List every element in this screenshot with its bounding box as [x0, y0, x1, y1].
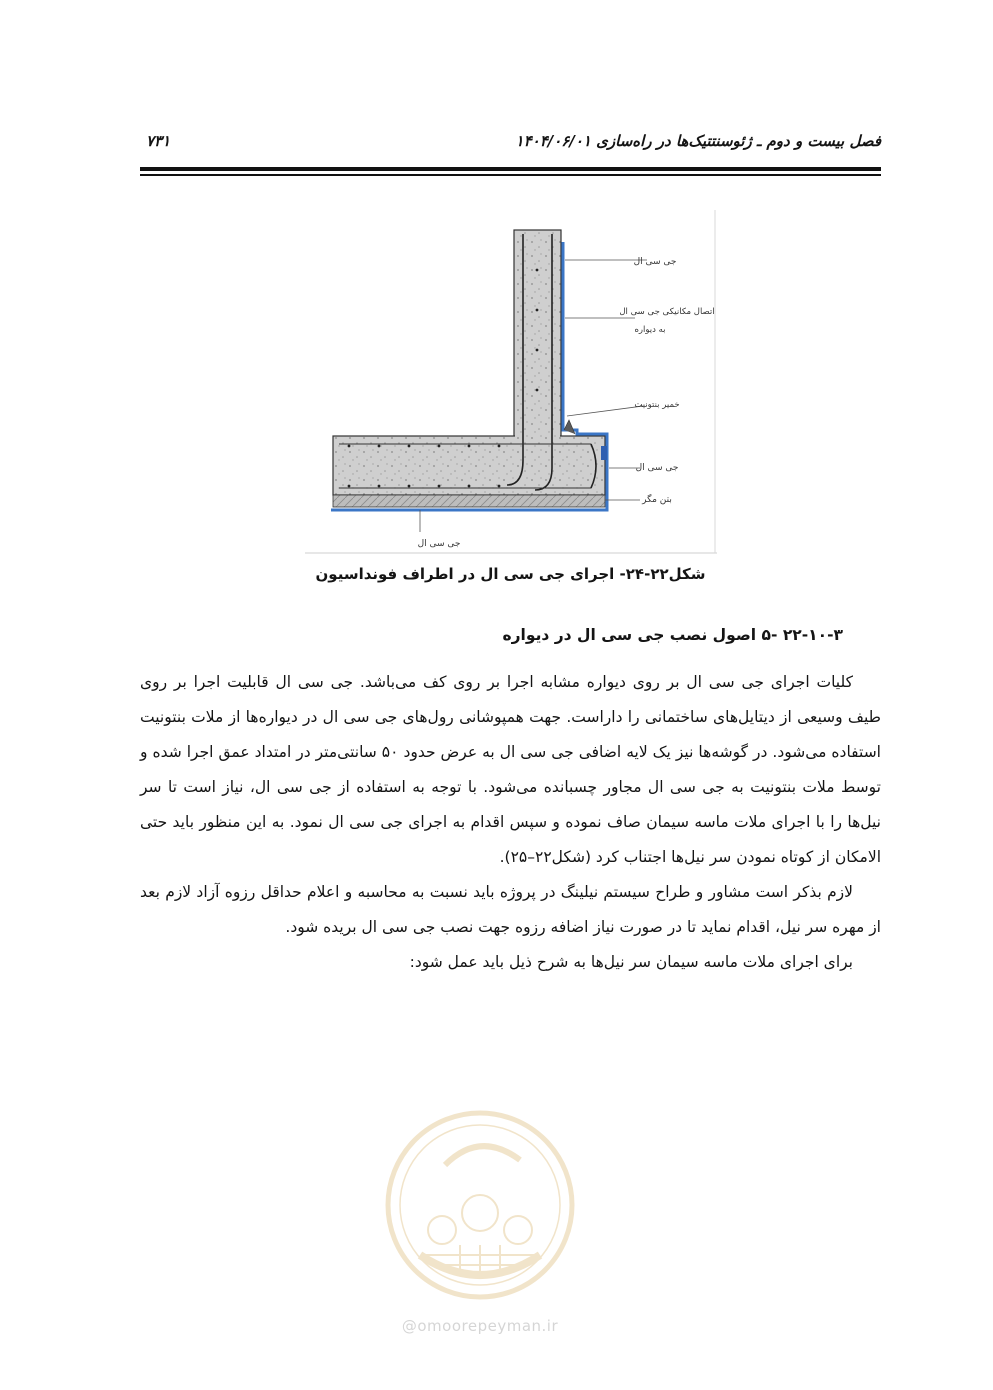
label-bentonite-paste: خمیر بنتونیت — [634, 400, 680, 410]
lean-concrete — [333, 495, 605, 507]
header-rule-thin — [140, 174, 881, 176]
body-text — [140, 665, 881, 980]
figure-caption: شکل۲۲-۲۴- اجرای جی سی ال در اطراف فونداسیون — [315, 565, 706, 583]
watermark-logo — [380, 1095, 580, 1350]
header-rule-thick — [140, 167, 881, 171]
watermark-text: @omoorepeyman.ir — [401, 1317, 559, 1335]
foundation-gcl-diagram — [305, 210, 717, 555]
wall-concrete — [514, 230, 561, 441]
label-mechanical-connection: اتصال مکانیکی جی سی ال — [619, 307, 715, 317]
label-gcl-top: جی سی ال — [633, 257, 677, 267]
page-header — [140, 124, 881, 164]
paragraph: لازم بذکر است مشاور و طراح سیستم نیلینگ در پروژه باید نسبت به محاسبه و اعلام حداقل رزوه آزاد لازم بعد از مهره سر نیل، اقدام نماید تا در صورت نیاز اضافه رزوه جهت نصب جی سی ال بریده شود. — [140, 883, 881, 936]
label-mechanical-connection-2: به دیواره — [634, 325, 666, 335]
section-heading: ۲۲-۱۰-۳ -۵ اصول نصب جی سی ال در دیواره — [502, 626, 843, 644]
label-lean-concrete: بتن مگر — [642, 495, 672, 505]
page-number: ۷۳۱ — [146, 132, 171, 150]
paragraph: کلیات اجرای جی سی ال بر روی دیواره مشابه اجرا بر روی کف می‌باشد. جی سی ال قابلیت اجرا بر روی طیف وسیعی از دیتایل‌های ساختمانی را داراست. جهت همپوشانی رول‌های جی سی ال در دیواره‌ها از ملات بنتونیت استفاده می‌شود. در گوشه‌ها نیز یک لایه اضافی جی سی ال به عرض حدود ۵۰ سانتی‌متر در امتداد عمق اجرا شده و توسط ملات بنتونیت به جی سی ال مجاور چسبانده می‌شود. با توجه به استفاده از جی سی ال، نیاز است تا سر نیل‌ها را با اجرای ملات ماسه سیمان صاف نموده و سپس اقدام به اجرای جی سی ال نمود. به این منظور باید حتی الامکان از کوتاه نمودن سر نیل‌ها اجتناب کرد (شکل۲۲–۲۵). — [140, 673, 881, 866]
paragraph: برای اجرای ملات ماسه سیمان سر نیل‌ها به شرح ذیل باید عمل شود: — [409, 953, 853, 971]
chapter-title: فصل بیست و دوم ـ ژئوسنتتیک‌ها در راه‌سازی ۱۴۰۴/۰۶/۰۱ — [515, 132, 881, 150]
label-gcl-right: جی سی ال — [635, 463, 679, 473]
label-gcl-bottom: جی سی ال — [417, 539, 461, 549]
